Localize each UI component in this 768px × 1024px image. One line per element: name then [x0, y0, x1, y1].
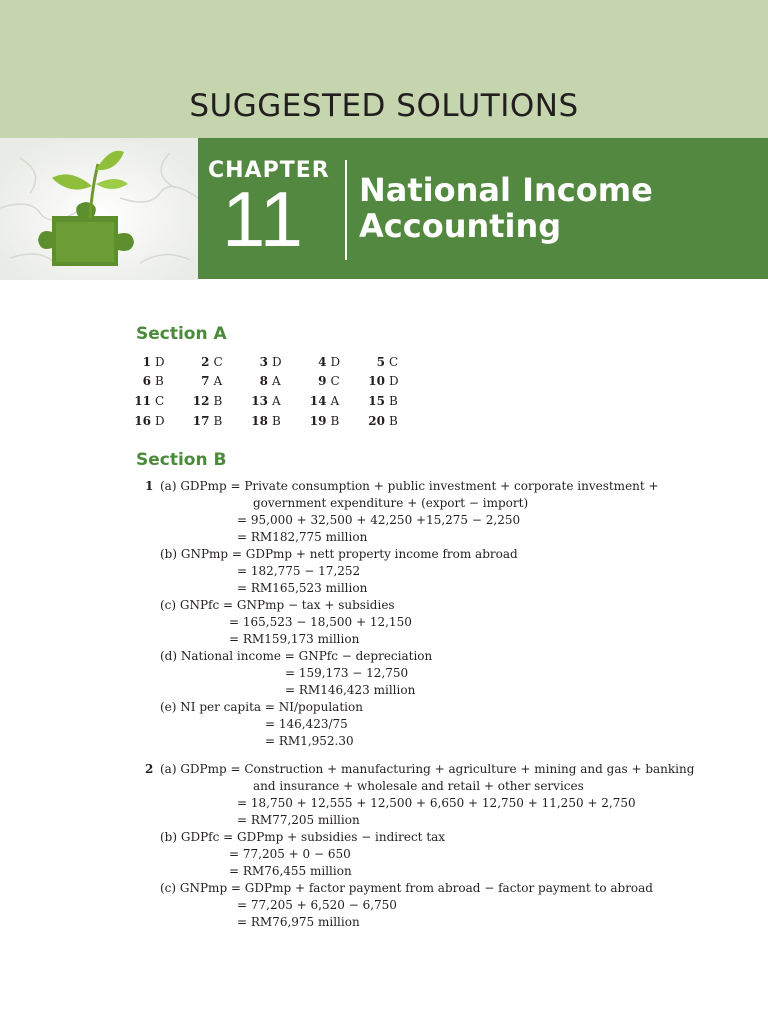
q1c-line-1: (c) GNPfc = GNPmp − tax + subsidies: [160, 598, 395, 612]
q1d-line-3: = RM146,423 million: [285, 683, 416, 697]
answer-item: [185, 414, 244, 428]
q1d-line-1: (d) National income = GNPfc − depreciation: [160, 649, 433, 663]
answer-letter: B: [272, 413, 281, 428]
answer-item: [243, 394, 302, 408]
answer-letter: A: [272, 374, 281, 389]
q1b-line-3: = RM165,523 million: [237, 581, 368, 595]
question-number: 8: [259, 374, 268, 389]
answer-item: [302, 355, 361, 369]
answer-row: [126, 352, 426, 372]
question-number: 11: [134, 393, 151, 408]
answer-letter: B: [155, 374, 164, 389]
question-number: 4: [318, 354, 327, 369]
q1c-line-3: = RM159,173 million: [229, 632, 360, 646]
chapter-number: 11: [222, 175, 303, 263]
answer-letter: A: [272, 393, 281, 408]
chapter-label: CHAPTER: [208, 158, 330, 183]
q2b-line-2: = 77,205 + 0 − 650: [229, 847, 351, 861]
answer-item: [185, 355, 244, 369]
section-a-heading: Section A: [136, 324, 227, 344]
answer-item: [243, 414, 302, 428]
question-number: 20: [368, 413, 385, 428]
answer-row: [126, 391, 426, 411]
answer-letter: C: [155, 393, 165, 408]
answer-letter: B: [389, 393, 398, 408]
answer-letter: A: [213, 374, 223, 389]
answer-item: [126, 414, 185, 428]
q1b-line-1: (b) GNPmp = GDPmp + nett property income from abroad: [160, 547, 518, 561]
answer-item: [302, 414, 361, 428]
q1e-line-1: (e) NI per capita = NI/population: [160, 700, 363, 714]
question-number: 16: [134, 413, 151, 428]
answer-item: [185, 394, 244, 408]
question-number: 12: [192, 393, 210, 408]
answer-letter: B: [213, 413, 223, 428]
answer-item: [360, 394, 419, 408]
q2a-line-1: (a) GDPmp = Construction + manufacturing + agriculture + mining and gas + banking: [160, 762, 695, 776]
question-number: 6: [142, 374, 151, 389]
section-b-heading: Section B: [136, 450, 227, 470]
question-number: 18: [251, 413, 268, 428]
answer-item: [360, 374, 419, 388]
q1b-line-2: = 182,775 − 17,252: [237, 564, 361, 578]
answer-item: [302, 374, 361, 388]
q1a-line-3: = 95,000 + 32,500 + 42,250 +15,275 − 2,250: [237, 513, 521, 527]
answer-item: [302, 394, 361, 408]
answer-letter: D: [330, 354, 341, 369]
q2b-line-3: = RM76,455 million: [229, 864, 352, 878]
answer-row: [126, 411, 426, 431]
question-number: 17: [192, 413, 210, 428]
answer-letter: B: [213, 393, 223, 408]
question-number: 7: [201, 374, 210, 389]
q2b-line-1: (b) GDPfc = GDPmp + subsidies − indirect tax: [160, 830, 446, 844]
q1c-line-2: = 165,523 − 18,500 + 12,150: [229, 615, 412, 629]
q2a-line-3: = 18,750 + 12,555 + 12,500 + 6,650 + 12,750 + 11,250 + 2,750: [237, 796, 636, 810]
answer-item: [243, 355, 302, 369]
answer-item: [126, 394, 185, 408]
chapter-title-line-1: National Income: [359, 171, 653, 209]
question-number: 15: [368, 393, 385, 408]
q2c-line-2: = 77,205 + 6,520 − 6,750: [237, 898, 397, 912]
chapter-title-line-2: Accounting: [359, 207, 562, 245]
q2c-line-3: = RM76,975 million: [237, 915, 360, 929]
question-number: 1: [142, 354, 151, 369]
answer-letter: D: [272, 354, 282, 369]
answer-letter: C: [389, 354, 399, 369]
question-number: 13: [251, 393, 268, 408]
q1e-line-2: = 146,423/75: [265, 717, 348, 731]
q1e-line-3: = RM1,952.30: [265, 734, 354, 748]
question-number: 3: [259, 354, 268, 369]
question-number: 9: [318, 374, 327, 389]
chapter-illustration: [0, 138, 198, 280]
question-1-number: 1: [145, 479, 154, 493]
question-number: 19: [309, 413, 327, 428]
answer-letter: C: [213, 354, 223, 369]
q2a-line-4: = RM77,205 million: [237, 813, 360, 827]
answer-letter: D: [155, 413, 165, 428]
answer-item: [185, 374, 244, 388]
answer-item: [126, 374, 185, 388]
question-number: 10: [368, 374, 385, 389]
answer-row: [126, 372, 426, 392]
page-title: SUGGESTED SOLUTIONS: [189, 88, 579, 124]
answer-item: [126, 355, 185, 369]
answer-letter: B: [330, 413, 340, 428]
answer-letter: C: [330, 374, 340, 389]
answer-letter: D: [155, 354, 165, 369]
section-a-answers: [126, 352, 426, 430]
q1d-line-2: = 159,173 − 12,750: [285, 666, 409, 680]
chapter-title: [359, 172, 653, 244]
answer-letter: D: [389, 374, 399, 389]
question-number: 5: [376, 354, 385, 369]
q2a-line-2: and insurance + wholesale and retail + other services: [253, 779, 584, 793]
q1a-line-1: (a) GDPmp = Private consumption + public investment + corporate investment +: [160, 479, 659, 493]
answer-item: [360, 414, 419, 428]
chapter-divider: [345, 160, 347, 260]
puzzle-sprout-image: [0, 138, 198, 280]
q1a-line-2: government expenditure + (export − import): [253, 496, 529, 510]
question-number: 14: [309, 393, 327, 408]
question-2-number: 2: [145, 762, 154, 776]
answer-item: [360, 355, 419, 369]
question-number: 2: [201, 354, 210, 369]
answer-letter: A: [330, 393, 340, 408]
chapter-banner: [198, 138, 768, 279]
answer-item: [243, 374, 302, 388]
answer-letter: B: [389, 413, 398, 428]
q1a-line-4: = RM182,775 million: [237, 530, 368, 544]
q2c-line-1: (c) GNPmp = GDPmp + factor payment from abroad − factor payment to abroad: [160, 881, 653, 895]
